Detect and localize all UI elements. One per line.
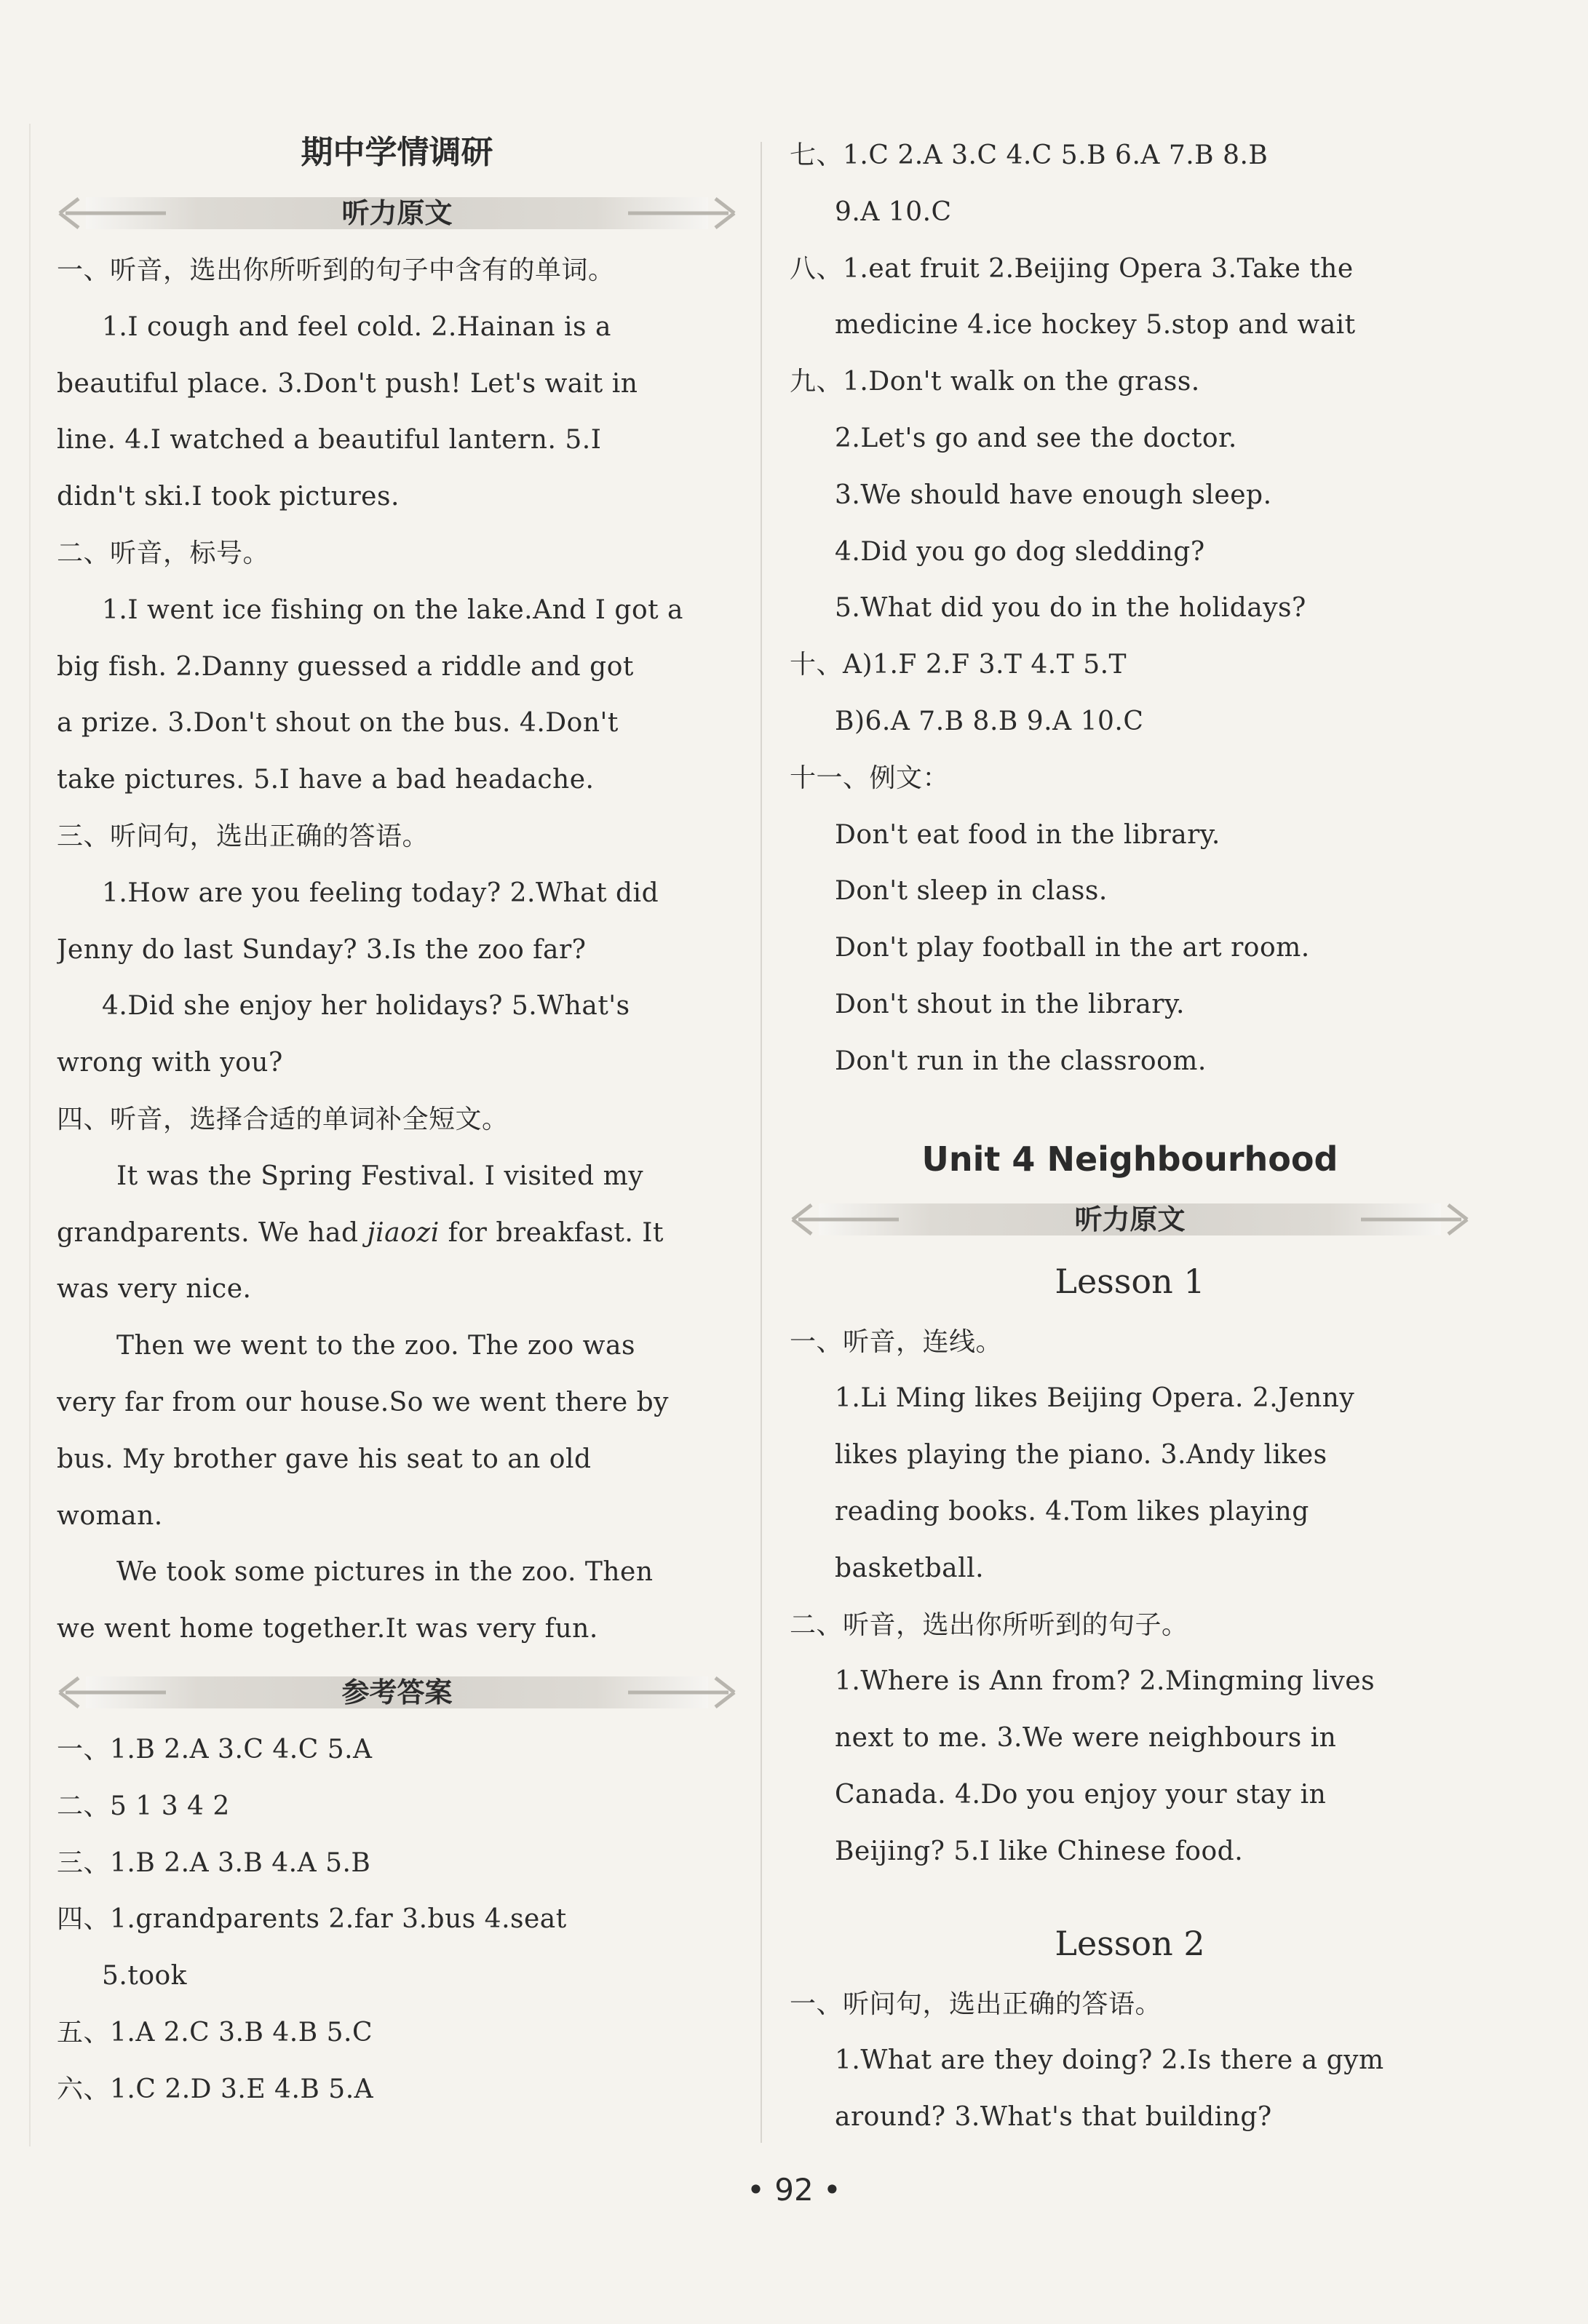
text-line: 1.Where is Ann from? 2.Mingming lives — [835, 1666, 1375, 1697]
passage-line: very far from our house.So we went there by — [57, 1387, 669, 1417]
answer-line: 七、1.C 2.A 3.C 4.C 5.B 6.A 7.B 8.B — [790, 140, 1269, 170]
example-sentence: Don't run in the classroom. — [835, 1046, 1207, 1076]
text-line: didn't ski.I took pictures. — [57, 482, 400, 512]
passage-italic-word: jiaozi — [367, 1217, 440, 1248]
right-column — [790, 127, 1470, 2146]
text-line: 1.I cough and feel cold. 2.Hainan is a — [102, 311, 611, 342]
answer-line: 4.Did you go dog sledding? — [835, 536, 1205, 567]
banner-label: 参考答案 — [341, 1676, 453, 1708]
lesson-1-title: Lesson 1 — [1055, 1261, 1205, 1301]
left-column — [57, 127, 737, 2118]
answer-line: 十、A)1.F 2.F 3.T 4.T 5.T — [790, 650, 1127, 680]
passage-line: bus. My brother gave his seat to an old — [57, 1444, 592, 1474]
answer-line: 一、1.B 2.A 3.C 4.C 5.A — [57, 1734, 373, 1764]
text-line: beautiful place. 3.Don't push! Let's wait in — [57, 368, 638, 399]
text-line: likes playing the piano. 3.Andy likes — [835, 1440, 1327, 1471]
banner-label: 听力原文 — [1074, 1203, 1186, 1235]
section-heading: 一、听音，选出你所听到的句子中含有的单词。 — [57, 255, 615, 285]
answer-line: 二、5 1 3 4 2 — [57, 1791, 230, 1821]
answer-line: 5.What did you do in the holidays? — [835, 593, 1306, 624]
example-sentence: Don't eat food in the library. — [835, 819, 1220, 850]
text-line: Canada. 4.Do you enjoy your stay in — [835, 1779, 1327, 1810]
answer-line: 六、1.C 2.D 3.E 4.B 5.A — [57, 2074, 374, 2104]
answer-line: medicine 4.ice hockey 5.stop and wait — [835, 310, 1356, 341]
text-line: big fish. 2.Danny guessed a riddle and got — [57, 651, 634, 682]
text-line: reading books. 4.Tom likes playing — [835, 1496, 1309, 1527]
listening-script-banner — [57, 184, 737, 239]
text-line: Beijing? 5.I like Chinese food. — [835, 1836, 1244, 1866]
page-number: • 92 • — [747, 2172, 841, 2208]
text-line: 1.How are you feeling today? 2.What did — [102, 878, 659, 908]
answer-line: 五、1.A 2.C 3.B 4.B 5.C — [57, 2017, 373, 2048]
answer-line: 四、1.grandparents 2.far 3.bus 4.seat — [57, 1904, 567, 1935]
lesson-2-title: Lesson 2 — [1055, 1923, 1205, 1963]
section-heading: 二、听音，标号。 — [57, 538, 270, 568]
text-line: Jenny do last Sunday? 3.Is the zoo far? — [57, 934, 587, 965]
section-heading: 一、听问句，选出正确的答语。 — [790, 1989, 1162, 2019]
text-line: 4.Did she enjoy her holidays? 5.What's — [102, 991, 630, 1022]
text-line: 1.What are they doing? 2.Is there a gym — [835, 2045, 1384, 2076]
section-heading: 一、听音，连线。 — [790, 1326, 1003, 1357]
answer-line: 十一、例文： — [790, 763, 950, 793]
answer-line: 2.Let's go and see the doctor. — [835, 423, 1237, 453]
column-divider — [761, 142, 762, 2143]
example-sentence: Don't sleep in class. — [835, 876, 1108, 907]
text-line: around? 3.What's that building? — [835, 2102, 1272, 2133]
banner-label: 听力原文 — [341, 197, 453, 229]
text-line: line. 4.I watched a beautiful lantern. 5.I — [57, 425, 602, 455]
answer-key-banner — [57, 1663, 737, 1719]
text-line: 1.Li Ming likes Beijing Opera. 2.Jenny — [835, 1383, 1355, 1414]
passage-line: woman. — [57, 1500, 163, 1531]
answer-line: 9.A 10.C — [835, 196, 952, 227]
passage-text: for breakfast. It — [439, 1217, 664, 1248]
text-line: wrong with you? — [57, 1048, 283, 1078]
listening-script-banner — [790, 1190, 1470, 1246]
passage-line: was very nice. — [57, 1274, 252, 1305]
passage-line: Then we went to the zoo. The zoo was — [116, 1331, 635, 1361]
answer-line: 5.took — [102, 1961, 187, 1991]
section-heading: 三、听问句，选出正确的答语。 — [57, 821, 429, 851]
passage-line: It was the Spring Festival. I visited my — [116, 1161, 644, 1191]
text-line: 1.I went ice fishing on the lake.And I got a — [102, 594, 684, 625]
unit-title: Unit 4 Neighbourhood — [921, 1139, 1338, 1179]
top-margin-line — [29, 124, 31, 2146]
passage-line — [57, 1205, 737, 1262]
text-line: a prize. 3.Don't shout on the bus. 4.Don't — [57, 708, 619, 739]
answer-line: 3.We should have enough sleep. — [835, 479, 1272, 510]
passage-line: We took some pictures in the zoo. Then — [116, 1557, 654, 1588]
text-line: basketball. — [835, 1553, 985, 1583]
answer-line: 八、1.eat fruit 2.Beijing Opera 3.Take the — [790, 253, 1354, 284]
example-sentence: Don't shout in the library. — [835, 989, 1185, 1019]
example-sentence: Don't play football in the art room. — [835, 933, 1310, 963]
passage-text: grandparents. We had — [57, 1217, 368, 1248]
midterm-title: 期中学情调研 — [301, 134, 493, 171]
section-heading: 四、听音，选择合适的单词补全短文。 — [57, 1104, 509, 1134]
answer-line: 九、1.Don't walk on the grass. — [790, 367, 1200, 397]
section-heading: 二、听音，选出你所听到的句子。 — [790, 1609, 1188, 1640]
passage-line: we went home together.It was very fun. — [57, 1614, 598, 1644]
answer-line: B)6.A 7.B 8.B 9.A 10.C — [835, 706, 1144, 736]
text-line: take pictures. 5.I have a bad headache. — [57, 765, 595, 795]
text-line: next to me. 3.We were neighbours in — [835, 1723, 1337, 1754]
answer-line: 三、1.B 2.A 3.B 4.A 5.B — [57, 1847, 371, 1878]
